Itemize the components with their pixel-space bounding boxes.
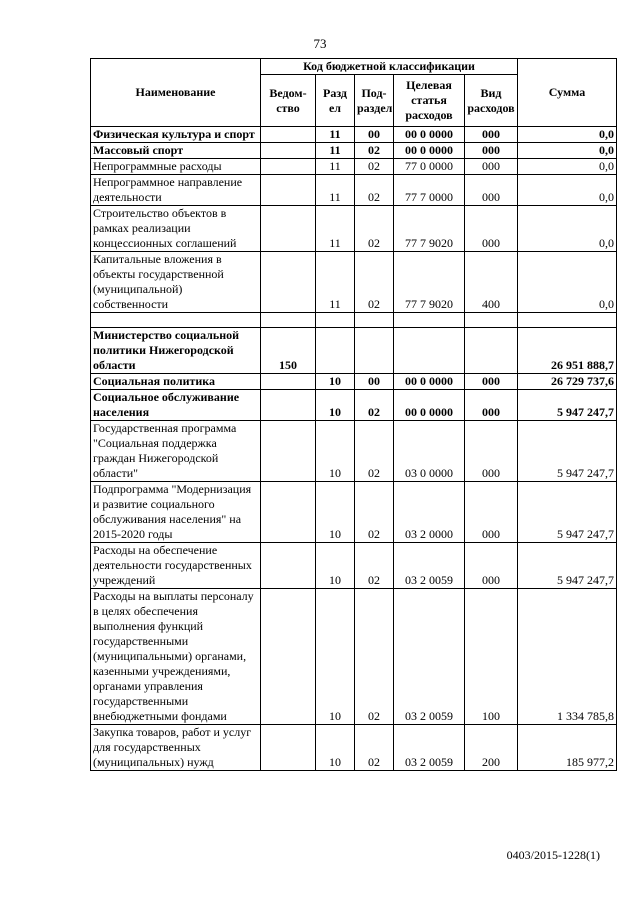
cell-summa: 0,0 — [518, 252, 617, 313]
cell-razdel: 10 — [316, 725, 355, 771]
cell-podrazdel: 02 — [355, 725, 394, 771]
cell-tselevaya-statya: 00 0 0000 — [394, 374, 465, 390]
cell-summa: 5 947 247,7 — [518, 543, 617, 589]
cell-summa: 5 947 247,7 — [518, 390, 617, 421]
cell-razdel: 11 — [316, 175, 355, 206]
cell-summa: 0,0 — [518, 143, 617, 159]
cell-name: Социальное обслуживание населения — [91, 390, 261, 421]
cell-razdel — [316, 328, 355, 374]
header-vid-raskhodov: Вид расходов — [465, 75, 518, 127]
cell-name: Расходы на обеспечение деятельности государственных учреждений — [91, 543, 261, 589]
cell-name: Капитальные вложения в объекты государственной (муниципальной) собственности — [91, 252, 261, 313]
cell-summa: 5 947 247,7 — [518, 482, 617, 543]
table-row — [91, 390, 617, 421]
cell-razdel: 11 — [316, 127, 355, 143]
header-razdel: Разд ел — [316, 75, 355, 127]
cell-tselevaya-statya: 00 0 0000 — [394, 390, 465, 421]
cell-podrazdel: 02 — [355, 159, 394, 175]
spacer-cell — [355, 313, 394, 328]
cell-vedomstvo — [261, 725, 316, 771]
cell-vid-raskhodov: 200 — [465, 725, 518, 771]
table-row — [91, 143, 617, 159]
cell-podrazdel: 02 — [355, 543, 394, 589]
cell-tselevaya-statya: 77 7 9020 — [394, 206, 465, 252]
cell-vid-raskhodov: 400 — [465, 252, 518, 313]
table-row — [91, 421, 617, 482]
cell-vid-raskhodov: 000 — [465, 543, 518, 589]
header-summa: Сумма — [518, 59, 617, 127]
cell-podrazdel: 02 — [355, 175, 394, 206]
cell-vedomstvo — [261, 482, 316, 543]
table-row — [91, 482, 617, 543]
cell-summa: 185 977,2 — [518, 725, 617, 771]
cell-tselevaya-statya: 77 7 0000 — [394, 175, 465, 206]
cell-name: Физическая культура и спорт — [91, 127, 261, 143]
cell-razdel: 10 — [316, 543, 355, 589]
cell-name: Государственная программа "Социальная поддержка граждан Нижегородской области" — [91, 421, 261, 482]
table-row — [91, 328, 617, 374]
cell-razdel: 11 — [316, 143, 355, 159]
table-row — [91, 589, 617, 725]
cell-razdel: 11 — [316, 159, 355, 175]
budget-table — [90, 58, 617, 771]
cell-summa: 0,0 — [518, 127, 617, 143]
cell-tselevaya-statya: 03 2 0059 — [394, 589, 465, 725]
cell-vid-raskhodov: 100 — [465, 589, 518, 725]
cell-vid-raskhodov: 000 — [465, 175, 518, 206]
cell-vid-raskhodov: 000 — [465, 206, 518, 252]
cell-podrazdel: 02 — [355, 421, 394, 482]
cell-vedomstvo — [261, 543, 316, 589]
cell-summa: 0,0 — [518, 175, 617, 206]
cell-name: Подпрограмма "Модернизация и развитие социального обслуживания населения" на 2015-2020 годы — [91, 482, 261, 543]
cell-name: Социальная политика — [91, 374, 261, 390]
cell-name: Министерство социальной политики Нижегородской области — [91, 328, 261, 374]
cell-podrazdel: 02 — [355, 252, 394, 313]
spacer-cell — [91, 313, 261, 328]
cell-podrazdel: 00 — [355, 374, 394, 390]
cell-vedomstvo — [261, 175, 316, 206]
cell-podrazdel: 02 — [355, 206, 394, 252]
cell-vid-raskhodov: 000 — [465, 143, 518, 159]
table-row — [91, 206, 617, 252]
table-row — [91, 159, 617, 175]
header-classification-group: Код бюджетной классификации — [261, 59, 518, 75]
cell-tselevaya-statya: 77 7 9020 — [394, 252, 465, 313]
cell-razdel: 10 — [316, 589, 355, 725]
cell-summa: 0,0 — [518, 159, 617, 175]
cell-summa: 1 334 785,8 — [518, 589, 617, 725]
cell-razdel: 11 — [316, 252, 355, 313]
cell-vedomstvo — [261, 206, 316, 252]
cell-name: Расходы на выплаты персоналу в целях обеспечения выполнения функций государственными (муниципальными) органами, казенными учреждениями, органами управления государственными внебюджетными фондами — [91, 589, 261, 725]
cell-vedomstvo — [261, 143, 316, 159]
document-code: 0403/2015-1228(1) — [506, 848, 600, 862]
cell-vid-raskhodov: 000 — [465, 127, 518, 143]
cell-name: Строительство объектов в рамках реализации концессионных соглашений — [91, 206, 261, 252]
cell-vedomstvo — [261, 374, 316, 390]
cell-vedomstvo — [261, 159, 316, 175]
table-row — [91, 725, 617, 771]
cell-podrazdel: 02 — [355, 390, 394, 421]
cell-vedomstvo — [261, 252, 316, 313]
cell-vid-raskhodov — [465, 328, 518, 374]
header-name: Наименование — [91, 59, 261, 127]
cell-tselevaya-statya: 77 0 0000 — [394, 159, 465, 175]
spacer-cell — [465, 313, 518, 328]
cell-podrazdel: 00 — [355, 127, 394, 143]
spacer-cell — [261, 313, 316, 328]
cell-vedomstvo — [261, 127, 316, 143]
cell-summa: 26 729 737,6 — [518, 374, 617, 390]
cell-summa: 0,0 — [518, 206, 617, 252]
cell-tselevaya-statya: 03 2 0059 — [394, 725, 465, 771]
cell-razdel: 11 — [316, 206, 355, 252]
header-podrazdel: Под-раздел — [355, 75, 394, 127]
table-row — [91, 374, 617, 390]
cell-tselevaya-statya: 00 0 0000 — [394, 127, 465, 143]
cell-podrazdel: 02 — [355, 143, 394, 159]
cell-podrazdel: 02 — [355, 589, 394, 725]
table-row — [91, 175, 617, 206]
cell-vid-raskhodov: 000 — [465, 482, 518, 543]
cell-name: Закупка товаров, работ и услуг для государственных (муниципальных) нужд — [91, 725, 261, 771]
cell-vid-raskhodov: 000 — [465, 390, 518, 421]
cell-tselevaya-statya: 03 2 0000 — [394, 482, 465, 543]
cell-name: Массовый спорт — [91, 143, 261, 159]
cell-name: Непрограммные расходы — [91, 159, 261, 175]
cell-razdel: 10 — [316, 374, 355, 390]
cell-razdel: 10 — [316, 482, 355, 543]
cell-vid-raskhodov: 000 — [465, 421, 518, 482]
spacer-cell — [394, 313, 465, 328]
table-spacer-row — [91, 313, 617, 328]
cell-razdel: 10 — [316, 421, 355, 482]
page-number: 73 — [313, 36, 327, 51]
spacer-cell — [518, 313, 617, 328]
header-tselevaya-statya: Целевая статья расходов — [394, 75, 465, 127]
table-row — [91, 543, 617, 589]
cell-tselevaya-statya: 03 2 0059 — [394, 543, 465, 589]
cell-vedomstvo: 150 — [261, 328, 316, 374]
spacer-cell — [316, 313, 355, 328]
cell-name: Непрограммное направление деятельности — [91, 175, 261, 206]
cell-razdel: 10 — [316, 390, 355, 421]
cell-summa: 26 951 888,7 — [518, 328, 617, 374]
cell-podrazdel: 02 — [355, 482, 394, 543]
table-row — [91, 252, 617, 313]
header-vedomstvo: Ведом-ство — [261, 75, 316, 127]
cell-summa: 5 947 247,7 — [518, 421, 617, 482]
table-row — [91, 127, 617, 143]
cell-vid-raskhodov: 000 — [465, 159, 518, 175]
cell-vedomstvo — [261, 589, 316, 725]
cell-tselevaya-statya — [394, 328, 465, 374]
cell-podrazdel — [355, 328, 394, 374]
cell-tselevaya-statya: 03 0 0000 — [394, 421, 465, 482]
cell-vid-raskhodov: 000 — [465, 374, 518, 390]
cell-tselevaya-statya: 00 0 0000 — [394, 143, 465, 159]
cell-vedomstvo — [261, 421, 316, 482]
cell-vedomstvo — [261, 390, 316, 421]
